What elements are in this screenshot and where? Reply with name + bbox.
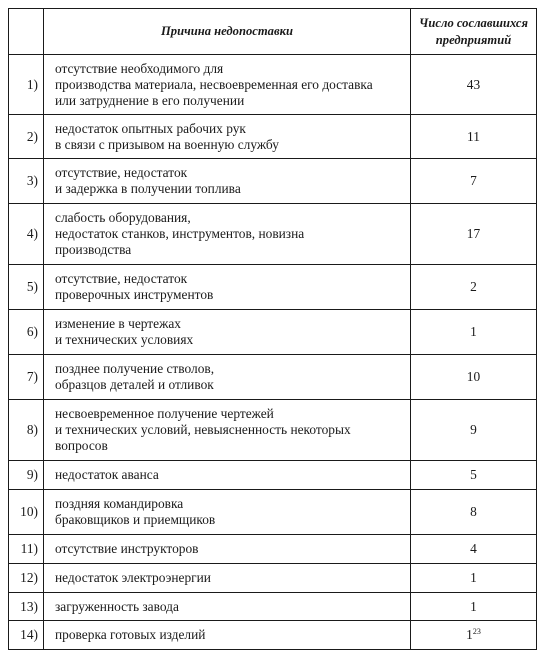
table-row (9, 400, 537, 461)
row-count (411, 621, 537, 650)
count-value: 1 (466, 627, 473, 642)
reason-line: отсутствие необходимого для (55, 60, 224, 76)
table-row (9, 265, 537, 310)
table-row (9, 204, 537, 265)
reason-line: образцов деталей и отливок (55, 377, 214, 392)
table-header-row (9, 9, 537, 55)
table-row (9, 310, 537, 355)
reason-line: несвоевременное получение чертежей (55, 406, 274, 421)
reason-line: недостаток опытных рабочих рук (55, 120, 246, 136)
reason-line: и технических условиях (55, 332, 194, 347)
row-count (411, 265, 537, 310)
footnote-marker: 23 (472, 627, 481, 636)
table-row (9, 355, 537, 400)
header-count-line-2: предприятий (435, 32, 512, 47)
row-reason (44, 621, 411, 650)
reason-line: производства (55, 242, 132, 257)
shortfall-reasons-table (8, 8, 537, 650)
row-number: 7) (9, 355, 44, 400)
reason-line: вопросов (55, 438, 108, 453)
row-reason (44, 115, 411, 159)
count-value: 9 (470, 422, 477, 437)
row-number: 10) (9, 490, 44, 535)
reason-line: и технических условий, невыясненность некоторых (55, 422, 351, 437)
reason-line: отсутствие, недостаток (55, 165, 188, 180)
header-count (411, 9, 537, 55)
row-count (411, 115, 537, 159)
row-number: 3) (9, 159, 44, 204)
reason-line: производства материала, несвоевременная его доставка (55, 76, 373, 92)
row-count (411, 204, 537, 265)
count-value: 11 (467, 128, 480, 144)
row-count (411, 535, 537, 564)
table-row (9, 115, 537, 159)
count-value: 10 (466, 369, 481, 384)
count-value: 43 (466, 76, 481, 92)
reason-line: в связи с призывом на военную службу (55, 136, 279, 152)
table-row (9, 564, 537, 593)
count-value: 5 (470, 467, 477, 482)
row-reason (44, 490, 411, 535)
row-number: 1) (9, 55, 44, 115)
reason-line: браковщиков и приемщиков (55, 512, 216, 527)
row-count (411, 400, 537, 461)
count-value: 8 (470, 504, 477, 519)
row-reason (44, 310, 411, 355)
count-value: 1 (470, 598, 477, 614)
row-number: 5) (9, 265, 44, 310)
row-number: 2) (9, 115, 44, 159)
reason-line: и задержка в получении топлива (55, 181, 241, 196)
row-reason (44, 55, 411, 115)
count-value: 17 (466, 226, 481, 241)
row-reason (44, 355, 411, 400)
row-count (411, 355, 537, 400)
count-value: 4 (470, 541, 477, 556)
reason-line: слабость оборудования, (55, 210, 191, 225)
reason-line: изменение в чертежах (55, 316, 181, 331)
table-row (9, 535, 537, 564)
reason-line: или затруднение в его получении (55, 92, 245, 108)
header-num-cell (9, 9, 44, 55)
row-number: 12) (9, 564, 44, 593)
reason-line: проверочных инструментов (55, 287, 214, 302)
row-reason (44, 400, 411, 461)
row-reason (44, 461, 411, 490)
reason-line: поздняя командировка (55, 496, 184, 511)
reason-line: недостаток электроэнергии (55, 570, 211, 585)
row-count (411, 461, 537, 490)
row-count (411, 159, 537, 204)
row-number: 14) (9, 621, 44, 650)
row-reason (44, 593, 411, 621)
table-row (9, 490, 537, 535)
reason-line: проверка готовых изделий (55, 627, 206, 642)
count-value: 1 (470, 324, 477, 339)
count-value: 7 (470, 173, 477, 188)
row-number: 9) (9, 461, 44, 490)
reason-line: отсутствие, недостаток (55, 271, 188, 286)
row-reason (44, 204, 411, 265)
reason-line: загруженность завода (55, 598, 179, 614)
row-number: 6) (9, 310, 44, 355)
header-count-line-1: Число сославшихся (418, 15, 529, 30)
row-number: 11) (9, 535, 44, 564)
count-value: 1 (470, 570, 477, 585)
table-row (9, 461, 537, 490)
table-row (9, 593, 537, 621)
row-count (411, 593, 537, 621)
row-reason (44, 159, 411, 204)
row-count (411, 490, 537, 535)
reason-line: позднее получение стволов, (55, 361, 215, 376)
row-count (411, 55, 537, 115)
row-reason (44, 564, 411, 593)
reason-line: недостаток станков, инструментов, новизна (55, 226, 305, 241)
count-value: 2 (470, 279, 477, 294)
row-count (411, 564, 537, 593)
row-count (411, 310, 537, 355)
table-row (9, 621, 537, 650)
reason-line: отсутствие инструкторов (55, 541, 199, 556)
row-number: 8) (9, 400, 44, 461)
row-number: 4) (9, 204, 44, 265)
table-row (9, 55, 537, 115)
table-body (9, 55, 537, 650)
header-reason: Причина недопоставки (44, 9, 411, 55)
row-reason (44, 265, 411, 310)
table-row (9, 159, 537, 204)
row-number: 13) (9, 593, 44, 621)
row-reason (44, 535, 411, 564)
reason-line: недостаток аванса (55, 467, 159, 482)
